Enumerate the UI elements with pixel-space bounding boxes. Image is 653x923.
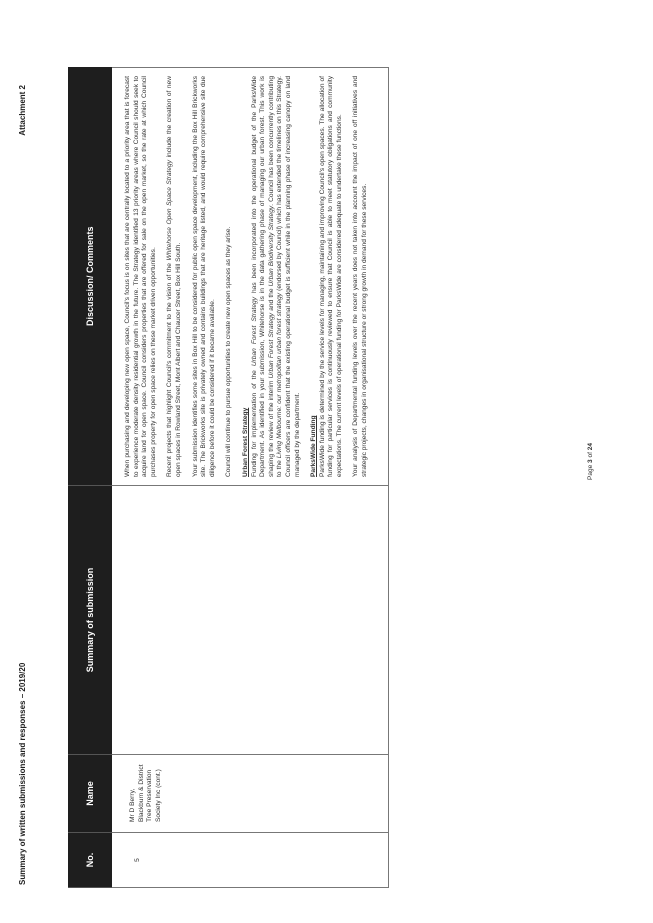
- column-header-name: Name: [68, 755, 112, 833]
- row-number: 5: [112, 833, 388, 888]
- section-urban-forest: Urban Forest Strategy Funding for implementation of the Urban Forest Strategy has been incorporated into the operational budget of the ParksWide Department. As identified in your submission, Whitehorse is in the data gathering phase of managing our urban forest. This work is shaping the review of the interim Urban Forest Strategy and the Urban Biodiversity Strategy. Council has been concurrently contributing to the Living Melbourne: our metropolitan urban forest strategy (endorsed by Council) which has extended the timelines on this Strategy. Council officers are confident that the existing operational budget is sufficient while in the planning phase of increasing canopy on land managed by the department.: [241, 76, 301, 477]
- attachment-label: Attachment 2: [18, 85, 27, 136]
- section-parkswide-funding: ParksWide Funding ParksWide funding is determined by the service levels for managing, maintaining and improving Council's open spaces. The allocation of funding for particular services is continuously reviewed to ensure that Council is able to meet statutory obligations and community expectations. The current levels of operational funding for ParksWide are considered adequate to undertake these functions.: [310, 76, 343, 477]
- page-number: Page 3 of 24: [587, 443, 594, 480]
- heading-urban-forest-strategy: Urban Forest Strategy: [241, 407, 249, 477]
- column-header-summary: Summary of submission: [68, 486, 112, 755]
- paragraph-open-space-focus: When purchasing and developing new open space, Council's focus is on sites that are centrally located to a priority area that is forecast to experience moderate density residential growth in the future. The Strategy identified 13 priority areas where Council should seek to acquire land for open space. Council considers properties that are offered for sale on the open market, so the rate at which Council purchases property for open space relies on these market driven opportunities.: [124, 76, 157, 477]
- table-row: [112, 68, 388, 888]
- column-header-no: No.: [68, 833, 112, 888]
- submitter-name: Mr D Berry, Blackburn & District Tree Preservation Society Inc (cont.): [112, 755, 388, 833]
- document-header: [18, 85, 32, 885]
- column-header-discussion: Discussion/ Comments: [68, 68, 112, 486]
- paragraph-recent-projects: Recent projects that highlight Council's commitment to the vision of the Whitehorse Open Space Strategy include the creation of new open spaces in Rowland Street, Mont Albert and Chaucer Street, Box Hill South.: [166, 76, 182, 477]
- table-header-row: [68, 68, 112, 888]
- document-title: Summary of written submissions and responses – 2019/20: [18, 662, 27, 885]
- heading-parkswide-funding: ParksWide Funding: [310, 415, 318, 477]
- paragraph-continue: Council will continue to pursue opportunities to create new open spaces as they arise.: [225, 226, 233, 477]
- paragraph-funding-analysis: Your analysis of Departmental funding levels over the recent years does not taken into account the impact of one off initiatives and strategic projects, changes in organisational structure or strong growth in demand for these services.: [352, 76, 369, 477]
- discussion-comments: [112, 68, 388, 486]
- submissions-table: [68, 67, 389, 888]
- submission-summary: [112, 486, 388, 755]
- paragraph-box-hill-sites: Your submission identifies some sites in Box Hill to be considered for public open space development, including the Box Hill Brickworks site. The Brickworks site is privately owned and contains buildings that are heritage listed, and would require comprehensive site due diligence before it could be considered if it became available.: [191, 76, 216, 477]
